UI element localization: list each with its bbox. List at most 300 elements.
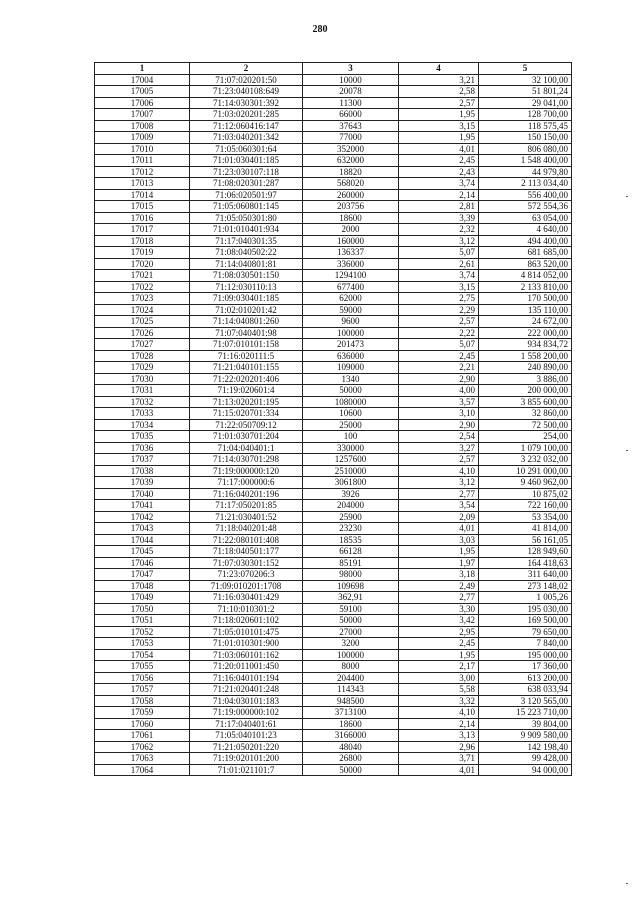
cadastral-number-cell: 71:05:060301:64 [190, 143, 303, 155]
rate-value-cell: 2,14 [399, 718, 479, 730]
record-number-cell: 17032 [95, 396, 190, 408]
record-number-cell: 17055 [95, 661, 190, 673]
area-value-cell: 48040 [303, 741, 399, 753]
area-value-cell: 109000 [303, 362, 399, 374]
rate-value-cell: 2,57 [399, 316, 479, 328]
rate-value-cell: 1,97 [399, 557, 479, 569]
record-number-cell: 17033 [95, 408, 190, 420]
table-row [95, 155, 572, 167]
cadastral-number-cell: 71:18:040201:48 [190, 523, 303, 535]
total-value-cell: 722 160,00 [479, 500, 572, 512]
area-value-cell: 352000 [303, 143, 399, 155]
total-value-cell: 3 232 032,00 [479, 454, 572, 466]
total-value-cell: 240 890,00 [479, 362, 572, 374]
rate-value-cell: 3,30 [399, 603, 479, 615]
cadastral-number-cell: 71:21:050201:220 [190, 741, 303, 753]
area-value-cell: 330000 [303, 442, 399, 454]
table-row [95, 224, 572, 236]
area-value-cell: 20078 [303, 86, 399, 98]
area-value-cell: 568020 [303, 178, 399, 190]
rate-value-cell: 2,57 [399, 454, 479, 466]
rate-value-cell: 2,77 [399, 592, 479, 604]
record-number-cell: 17038 [95, 465, 190, 477]
area-value-cell: 1294100 [303, 270, 399, 282]
rate-value-cell: 1,95 [399, 649, 479, 661]
area-value-cell: 3200 [303, 638, 399, 650]
cadastral-number-cell: 71:01:030701:204 [190, 431, 303, 443]
cadastral-number-cell: 71:14:030301:392 [190, 97, 303, 109]
total-value-cell: 613 200,00 [479, 672, 572, 684]
rate-value-cell: 2,45 [399, 350, 479, 362]
cadastral-number-cell: 71:15:020701:334 [190, 408, 303, 420]
table-row [95, 603, 572, 615]
cadastral-number-cell: 71:04:040401:1 [190, 442, 303, 454]
area-value-cell: 204000 [303, 500, 399, 512]
total-value-cell: 254,00 [479, 431, 572, 443]
table-row [95, 592, 572, 604]
cadastral-number-cell: 71:13:020201:195 [190, 396, 303, 408]
record-number-cell: 17035 [95, 431, 190, 443]
table-row [95, 511, 572, 523]
table-row [95, 454, 572, 466]
cadastral-number-cell: 71:08:030501:150 [190, 270, 303, 282]
table-row [95, 166, 572, 178]
table-row [95, 753, 572, 765]
record-number-cell: 17058 [95, 695, 190, 707]
table-row [95, 580, 572, 592]
area-value-cell: 77000 [303, 132, 399, 144]
record-number-cell: 17051 [95, 615, 190, 627]
rate-value-cell: 2,61 [399, 258, 479, 270]
table-row [95, 638, 572, 650]
table-row [95, 178, 572, 190]
total-value-cell: 32 860,00 [479, 408, 572, 420]
total-value-cell: 2 113 034,40 [479, 178, 572, 190]
cadastral-number-cell: 71:18:040501:177 [190, 546, 303, 558]
area-value-cell: 201473 [303, 339, 399, 351]
record-number-cell: 17056 [95, 672, 190, 684]
area-value-cell: 1340 [303, 373, 399, 385]
area-value-cell: 1080000 [303, 396, 399, 408]
rate-value-cell: 3,74 [399, 270, 479, 282]
table-row [95, 546, 572, 558]
record-number-cell: 17013 [95, 178, 190, 190]
cadastral-number-cell: 71:22:020201:406 [190, 373, 303, 385]
total-value-cell: 9 909 580,00 [479, 730, 572, 742]
total-value-cell: 15 223 710,00 [479, 707, 572, 719]
table-row [95, 431, 572, 443]
table-row [95, 362, 572, 374]
rate-value-cell: 3,18 [399, 569, 479, 581]
cadastral-number-cell: 71:08:020301:287 [190, 178, 303, 190]
record-number-cell: 17031 [95, 385, 190, 397]
area-value-cell: 3061800 [303, 477, 399, 489]
cadastral-number-cell: 71:07:010101:158 [190, 339, 303, 351]
area-value-cell: 677400 [303, 281, 399, 293]
area-value-cell: 50000 [303, 385, 399, 397]
area-value-cell: 26800 [303, 753, 399, 765]
total-value-cell: 44 979,80 [479, 166, 572, 178]
total-value-cell: 99 428,00 [479, 753, 572, 765]
table-row [95, 695, 572, 707]
area-value-cell: 100 [303, 431, 399, 443]
table-row [95, 408, 572, 420]
rate-value-cell: 2,54 [399, 431, 479, 443]
area-value-cell: 59100 [303, 603, 399, 615]
rate-value-cell: 3,54 [399, 500, 479, 512]
record-number-cell: 17064 [95, 764, 190, 776]
cadastral-number-cell: 71:23:070206:3 [190, 569, 303, 581]
cadastral-number-cell: 71:12:060416:147 [190, 120, 303, 132]
rate-value-cell: 1,95 [399, 109, 479, 121]
cadastral-number-cell: 71:22:050709:12 [190, 419, 303, 431]
area-value-cell: 204400 [303, 672, 399, 684]
total-value-cell: 3 120 565,00 [479, 695, 572, 707]
cadastral-number-cell: 71:17:050201:85 [190, 500, 303, 512]
area-value-cell: 2510000 [303, 465, 399, 477]
total-value-cell: 311 640,00 [479, 569, 572, 581]
table-row [95, 488, 572, 500]
rate-value-cell: 2,81 [399, 201, 479, 213]
cadastral-number-cell: 71:14:040801:81 [190, 258, 303, 270]
area-value-cell: 9600 [303, 316, 399, 328]
rate-value-cell: 3,15 [399, 120, 479, 132]
total-value-cell: 7 840,00 [479, 638, 572, 650]
record-number-cell: 17025 [95, 316, 190, 328]
area-value-cell: 100000 [303, 327, 399, 339]
cadastral-number-cell: 71:14:030701:298 [190, 454, 303, 466]
rate-value-cell: 4,01 [399, 143, 479, 155]
table-row [95, 615, 572, 627]
total-value-cell: 53 354,00 [479, 511, 572, 523]
column-header-4: 4 [399, 63, 479, 75]
table-row [95, 477, 572, 489]
record-number-cell: 17040 [95, 488, 190, 500]
cadastral-number-cell: 71:16:040101:194 [190, 672, 303, 684]
record-number-cell: 17045 [95, 546, 190, 558]
area-value-cell: 136337 [303, 247, 399, 259]
total-value-cell: 4 814 052,00 [479, 270, 572, 282]
record-number-cell: 17043 [95, 523, 190, 535]
area-value-cell: 18600 [303, 212, 399, 224]
total-value-cell: 10 291 000,00 [479, 465, 572, 477]
rate-value-cell: 3,27 [399, 442, 479, 454]
record-number-cell: 17063 [95, 753, 190, 765]
table-row [95, 258, 572, 270]
rate-value-cell: 1,95 [399, 132, 479, 144]
cadastral-number-cell: 71:06:020501:97 [190, 189, 303, 201]
area-value-cell: 336000 [303, 258, 399, 270]
rate-value-cell: 5,07 [399, 247, 479, 259]
record-number-cell: 17036 [95, 442, 190, 454]
area-value-cell: 66000 [303, 109, 399, 121]
rate-value-cell: 3,00 [399, 672, 479, 684]
cadastral-number-cell: 71:21:020401:248 [190, 684, 303, 696]
cadastral-number-cell: 71:14:040801:260 [190, 316, 303, 328]
table-row [95, 97, 572, 109]
rate-value-cell: 3,13 [399, 730, 479, 742]
area-value-cell: 203756 [303, 201, 399, 213]
cadastral-number-cell: 71:02:010201:42 [190, 304, 303, 316]
page-number: 280 [312, 24, 328, 35]
rate-value-cell: 1,95 [399, 546, 479, 558]
column-header-2: 2 [190, 63, 303, 75]
cadastral-number-cell: 71:19:020601:4 [190, 385, 303, 397]
rate-value-cell: 3,71 [399, 753, 479, 765]
area-value-cell: 948500 [303, 695, 399, 707]
record-number-cell: 17047 [95, 569, 190, 581]
record-number-cell: 17046 [95, 557, 190, 569]
area-value-cell: 114343 [303, 684, 399, 696]
total-value-cell: 681 685,00 [479, 247, 572, 259]
table-row [95, 385, 572, 397]
cadastral-number-cell: 71:01:021101:7 [190, 764, 303, 776]
record-number-cell: 17009 [95, 132, 190, 144]
rate-value-cell: 3,57 [399, 396, 479, 408]
rate-value-cell: 3,15 [399, 281, 479, 293]
rate-value-cell: 2,57 [399, 97, 479, 109]
rate-value-cell: 3,74 [399, 178, 479, 190]
rate-value-cell: 3,21 [399, 74, 479, 86]
cadastral-number-cell: 71:19:020101:200 [190, 753, 303, 765]
total-value-cell: 169 500,00 [479, 615, 572, 627]
record-number-cell: 17026 [95, 327, 190, 339]
total-value-cell: 135 110,00 [479, 304, 572, 316]
record-number-cell: 17012 [95, 166, 190, 178]
table-row [95, 281, 572, 293]
rate-value-cell: 2,14 [399, 189, 479, 201]
record-number-cell: 17014 [95, 189, 190, 201]
record-number-cell: 17006 [95, 97, 190, 109]
rate-value-cell: 3,32 [399, 695, 479, 707]
table-row [95, 86, 572, 98]
rate-value-cell: 2,45 [399, 638, 479, 650]
total-value-cell: 142 198,40 [479, 741, 572, 753]
cadastral-number-cell: 71:03:020201:285 [190, 109, 303, 121]
record-number-cell: 17034 [95, 419, 190, 431]
rate-value-cell: 5,58 [399, 684, 479, 696]
cadastral-number-cell: 71:17:000000:6 [190, 477, 303, 489]
rate-value-cell: 2,90 [399, 373, 479, 385]
area-value-cell: 50000 [303, 615, 399, 627]
cadastral-number-cell: 71:23:030107:118 [190, 166, 303, 178]
record-number-cell: 17008 [95, 120, 190, 132]
record-number-cell: 17004 [95, 74, 190, 86]
rate-value-cell: 4,01 [399, 523, 479, 535]
area-value-cell: 3926 [303, 488, 399, 500]
total-value-cell: 3 855 600,00 [479, 396, 572, 408]
table-row [95, 684, 572, 696]
rate-value-cell: 2,21 [399, 362, 479, 374]
total-value-cell: 9 460 962,00 [479, 477, 572, 489]
cadastral-number-cell: 71:21:030401:52 [190, 511, 303, 523]
total-value-cell: 164 418,63 [479, 557, 572, 569]
record-number-cell: 17027 [95, 339, 190, 351]
table-row [95, 212, 572, 224]
rate-value-cell: 3,39 [399, 212, 479, 224]
cadastral-number-cell: 71:05:010101:475 [190, 626, 303, 638]
rate-value-cell: 2,09 [399, 511, 479, 523]
record-number-cell: 17023 [95, 293, 190, 305]
total-value-cell: 56 161,05 [479, 534, 572, 546]
cadastral-number-cell: 71:07:040401:98 [190, 327, 303, 339]
total-value-cell: 170 500,00 [479, 293, 572, 305]
area-value-cell: 3166000 [303, 730, 399, 742]
total-value-cell: 222 000,00 [479, 327, 572, 339]
total-value-cell: 10 875,02 [479, 488, 572, 500]
rate-value-cell: 3,03 [399, 534, 479, 546]
rate-value-cell: 2,43 [399, 166, 479, 178]
record-number-cell: 17052 [95, 626, 190, 638]
table-row [95, 235, 572, 247]
area-value-cell: 23230 [303, 523, 399, 535]
record-number-cell: 17018 [95, 235, 190, 247]
cadastral-number-cell: 71:04:030101:183 [190, 695, 303, 707]
total-value-cell: 128 949,60 [479, 546, 572, 558]
total-value-cell: 556 400,00 [479, 189, 572, 201]
table-row [95, 339, 572, 351]
record-number-cell: 17039 [95, 477, 190, 489]
area-value-cell: 25000 [303, 419, 399, 431]
cadastral-number-cell: 71:19:000000:102 [190, 707, 303, 719]
rate-value-cell: 4,10 [399, 465, 479, 477]
land-value-table [94, 62, 572, 776]
column-header-1: 1 [95, 63, 190, 75]
margin-tick [626, 450, 628, 451]
record-number-cell: 17024 [95, 304, 190, 316]
cadastral-number-cell: 71:16:020111:5 [190, 350, 303, 362]
area-value-cell: 362,91 [303, 592, 399, 604]
total-value-cell: 51 801,24 [479, 86, 572, 98]
area-value-cell: 10600 [303, 408, 399, 420]
total-value-cell: 17 360,00 [479, 661, 572, 673]
cadastral-number-cell: 71:16:030401:429 [190, 592, 303, 604]
total-value-cell: 494 400,00 [479, 235, 572, 247]
total-value-cell: 118 575,45 [479, 120, 572, 132]
record-number-cell: 17005 [95, 86, 190, 98]
rate-value-cell: 3,10 [399, 408, 479, 420]
table-row [95, 557, 572, 569]
table-row [95, 419, 572, 431]
table-row [95, 661, 572, 673]
area-value-cell: 85191 [303, 557, 399, 569]
table-row [95, 465, 572, 477]
total-value-cell: 3 886,00 [479, 373, 572, 385]
cadastral-number-cell: 71:05:040101:23 [190, 730, 303, 742]
area-value-cell: 632000 [303, 155, 399, 167]
rate-value-cell: 2,17 [399, 661, 479, 673]
area-value-cell: 10000 [303, 74, 399, 86]
rate-value-cell: 4,01 [399, 764, 479, 776]
area-value-cell: 3713100 [303, 707, 399, 719]
rate-value-cell: 3,42 [399, 615, 479, 627]
record-number-cell: 17062 [95, 741, 190, 753]
total-value-cell: 1 079 100,00 [479, 442, 572, 454]
column-header-5: 5 [479, 63, 572, 75]
rate-value-cell: 3,12 [399, 235, 479, 247]
record-number-cell: 17019 [95, 247, 190, 259]
cadastral-number-cell: 71:10:010301:2 [190, 603, 303, 615]
total-value-cell: 273 148,02 [479, 580, 572, 592]
cadastral-number-cell: 71:05:050301:80 [190, 212, 303, 224]
rate-value-cell: 2,45 [399, 155, 479, 167]
record-number-cell: 17041 [95, 500, 190, 512]
area-value-cell: 62000 [303, 293, 399, 305]
rate-value-cell: 2,22 [399, 327, 479, 339]
total-value-cell: 195 000,00 [479, 649, 572, 661]
table-row [95, 718, 572, 730]
cadastral-number-cell: 71:18:020601:102 [190, 615, 303, 627]
table-row [95, 672, 572, 684]
record-number-cell: 17030 [95, 373, 190, 385]
cadastral-number-cell: 71:17:040401:61 [190, 718, 303, 730]
record-number-cell: 17017 [95, 224, 190, 236]
area-value-cell: 37643 [303, 120, 399, 132]
record-number-cell: 17037 [95, 454, 190, 466]
table-row [95, 569, 572, 581]
table-header-row [95, 63, 572, 75]
rate-value-cell: 2,75 [399, 293, 479, 305]
area-value-cell: 59000 [303, 304, 399, 316]
record-number-cell: 17059 [95, 707, 190, 719]
cadastral-number-cell: 71:01:010301:900 [190, 638, 303, 650]
table-row [95, 534, 572, 546]
rate-value-cell: 3,12 [399, 477, 479, 489]
cadastral-number-cell: 71:09:010201:1708 [190, 580, 303, 592]
table-row [95, 143, 572, 155]
margin-tick [626, 883, 628, 884]
rate-value-cell: 2,49 [399, 580, 479, 592]
total-value-cell: 200 000,00 [479, 385, 572, 397]
record-number-cell: 17053 [95, 638, 190, 650]
area-value-cell: 18600 [303, 718, 399, 730]
record-number-cell: 17061 [95, 730, 190, 742]
table-row [95, 327, 572, 339]
record-number-cell: 17007 [95, 109, 190, 121]
table-row [95, 270, 572, 282]
total-value-cell: 94 000,00 [479, 764, 572, 776]
cadastral-number-cell: 71:19:000000:120 [190, 465, 303, 477]
area-value-cell: 11300 [303, 97, 399, 109]
record-number-cell: 17057 [95, 684, 190, 696]
total-value-cell: 24 672,00 [479, 316, 572, 328]
cadastral-number-cell: 71:07:020201:50 [190, 74, 303, 86]
record-number-cell: 17010 [95, 143, 190, 155]
total-value-cell: 79 650,00 [479, 626, 572, 638]
table-row [95, 442, 572, 454]
total-value-cell: 128 700,00 [479, 109, 572, 121]
cadastral-number-cell: 71:03:060101:162 [190, 649, 303, 661]
area-value-cell: 25900 [303, 511, 399, 523]
total-value-cell: 1 005,26 [479, 592, 572, 604]
table-row [95, 373, 572, 385]
area-value-cell: 100000 [303, 649, 399, 661]
cadastral-number-cell: 71:01:030401:185 [190, 155, 303, 167]
rate-value-cell: 5,07 [399, 339, 479, 351]
total-value-cell: 2 133 810,00 [479, 281, 572, 293]
total-value-cell: 4 640,00 [479, 224, 572, 236]
total-value-cell: 638 033,94 [479, 684, 572, 696]
total-value-cell: 32 100,00 [479, 74, 572, 86]
table-row [95, 247, 572, 259]
area-value-cell: 27000 [303, 626, 399, 638]
table-row [95, 649, 572, 661]
total-value-cell: 572 554,36 [479, 201, 572, 213]
area-value-cell: 160000 [303, 235, 399, 247]
total-value-cell: 1 548 400,00 [479, 155, 572, 167]
cadastral-number-cell: 71:21:040101:155 [190, 362, 303, 374]
cadastral-number-cell: 71:07:030301:152 [190, 557, 303, 569]
